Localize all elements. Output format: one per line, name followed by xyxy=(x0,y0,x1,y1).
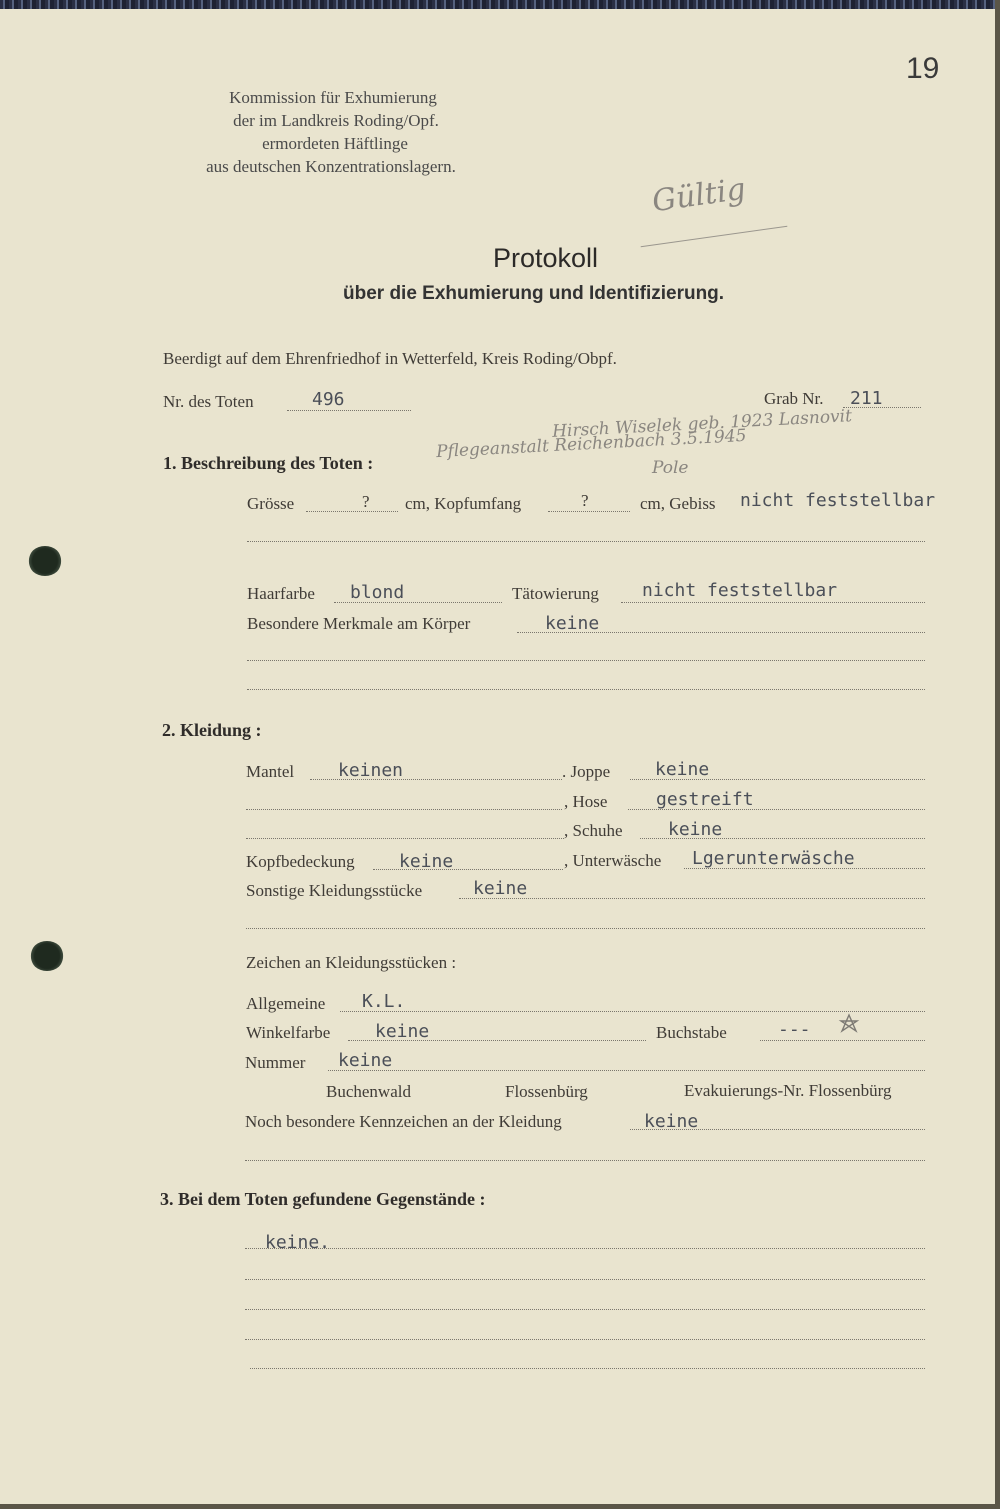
merkmale-extra-line-1 xyxy=(247,660,925,661)
buchenwald-label: Buchenwald xyxy=(326,1082,411,1101)
document-title: Protokoll xyxy=(493,243,599,273)
kopfumfang-value: ? xyxy=(581,491,589,510)
winkelfarbe-value: keine xyxy=(375,1021,430,1042)
hose-label: , Hose xyxy=(564,792,608,811)
handwritten-annotation-3: Pole xyxy=(652,458,689,478)
gebiss-value: nicht feststellbar xyxy=(740,490,936,511)
nr-toten-line xyxy=(287,410,411,411)
gegenstaende-line-3 xyxy=(245,1309,925,1310)
handwritten-annotation-2: Pflegeanstalt Reichenbach 3.5.1945 xyxy=(435,425,747,463)
document-subtitle: über die Exhumierung und Identifizierung. xyxy=(343,283,725,304)
merkmale-value: keine xyxy=(545,613,600,634)
gegenstaende-line-1 xyxy=(245,1248,925,1249)
punch-hole-lower xyxy=(30,941,64,971)
zeichen-label: Zeichen an Kleidungsstücken : xyxy=(246,953,457,972)
nummer-line xyxy=(328,1070,925,1071)
unterwaesche-value: Lgerunterwäsche xyxy=(692,848,855,869)
header-line-3: ermordeten Häftlinge xyxy=(262,134,408,153)
buchstabe-line xyxy=(760,1040,925,1041)
flossenbuerg-label: Flossenbürg xyxy=(505,1082,588,1101)
nr-toten-value: 496 xyxy=(312,389,345,410)
kopfumfang-label: cm, Kopfumfang xyxy=(405,494,522,513)
handwritten-note-top: Gültig xyxy=(650,171,748,220)
allgemeine-value: K.L. xyxy=(362,991,406,1012)
schuhe-left-line xyxy=(246,838,564,839)
header-line-4: aus deutschen Konzentrationslagern. xyxy=(206,157,456,176)
winkelfarbe-label: Winkelfarbe xyxy=(246,1023,331,1042)
schuhe-label: , Schuhe xyxy=(564,821,623,840)
section-1-heading: 1. Beschreibung des Toten : xyxy=(163,453,374,473)
schuhe-value: keine xyxy=(668,819,723,840)
taetowierung-line xyxy=(621,602,925,603)
kennzeichen-label: Noch besondere Kennzeichen an der Kleidung xyxy=(245,1112,562,1131)
scan-edge-top xyxy=(0,0,1000,9)
punch-hole-upper xyxy=(28,546,62,576)
groesse-value: ? xyxy=(362,492,370,511)
page-number: 19 xyxy=(906,52,940,85)
hose-value: gestreift xyxy=(656,789,754,810)
pencil-stroke xyxy=(641,226,788,248)
taetowierung-label: Tätowierung xyxy=(512,584,599,603)
sonstige-extra-line xyxy=(246,928,925,929)
gegenstaende-value: keine. xyxy=(265,1232,331,1253)
kennzeichen-value: keine xyxy=(644,1111,699,1132)
haarfarbe-value: blond xyxy=(350,582,405,603)
taetowierung-value: nicht feststellbar xyxy=(642,580,838,601)
joppe-label: . Joppe xyxy=(562,762,611,781)
gegenstaende-line-2 xyxy=(245,1279,925,1280)
buchstabe-label: Buchstabe xyxy=(656,1023,727,1042)
merkmale-extra-line-2 xyxy=(247,689,925,690)
grab-nr-label: Grab Nr. xyxy=(764,389,824,408)
section-3-heading: 3. Bei dem Toten gefundene Gegenstände : xyxy=(160,1189,486,1209)
header-line-1: Kommission für Exhumierung xyxy=(229,88,437,107)
allgemeine-label: Allgemeine xyxy=(246,994,326,1013)
kopfbedeckung-value: keine xyxy=(399,851,454,872)
handwritten-annotation-1: Hirsch Wiselek geb. 1923 Lasnovit xyxy=(551,406,853,442)
scan-edge-right xyxy=(995,0,1000,1509)
sonstige-value: keine xyxy=(473,878,528,899)
header-line-2: der im Landkreis Roding/Opf. xyxy=(233,111,439,130)
beschreibung-extra-line xyxy=(247,541,925,542)
nr-toten-label: Nr. des Toten xyxy=(163,392,254,411)
evakuierung-label: Evakuierungs-Nr. Flossenbürg xyxy=(684,1081,892,1100)
section-2-heading: 2. Kleidung : xyxy=(162,720,262,740)
star-mark-icon xyxy=(838,1013,860,1037)
sonstige-label: Sonstige Kleidungsstücke xyxy=(246,881,423,900)
unterwaesche-label: , Unterwäsche xyxy=(564,851,662,870)
merkmale-label: Besondere Merkmale am Körper xyxy=(247,614,471,633)
hose-left-line xyxy=(246,809,562,810)
kennzeichen-extra-line xyxy=(245,1160,925,1161)
sonstige-line xyxy=(459,898,925,899)
allgemeine-line xyxy=(340,1011,925,1012)
kopfumfang-line xyxy=(548,511,630,512)
grab-nr-value: 211 xyxy=(850,388,883,409)
burial-line: Beerdigt auf dem Ehrenfriedhof in Wetterfeld, Kreis Roding/Obpf. xyxy=(163,349,617,368)
buchstabe-value: --- xyxy=(778,1019,811,1040)
gebiss-label: cm, Gebiss xyxy=(640,494,716,513)
gegenstaende-line-5 xyxy=(250,1368,925,1369)
haarfarbe-label: Haarfarbe xyxy=(247,584,315,603)
groesse-line xyxy=(306,511,398,512)
scan-edge-bottom xyxy=(0,1504,1000,1509)
gegenstaende-line-4 xyxy=(245,1339,925,1340)
mantel-label: Mantel xyxy=(246,762,295,781)
joppe-value: keine xyxy=(655,759,710,780)
nummer-label: Nummer xyxy=(245,1053,306,1072)
kopfbedeckung-label: Kopfbedeckung xyxy=(246,852,355,871)
groesse-label: Grösse xyxy=(247,494,295,513)
mantel-value: keinen xyxy=(338,760,404,781)
nummer-value: keine xyxy=(338,1050,393,1071)
